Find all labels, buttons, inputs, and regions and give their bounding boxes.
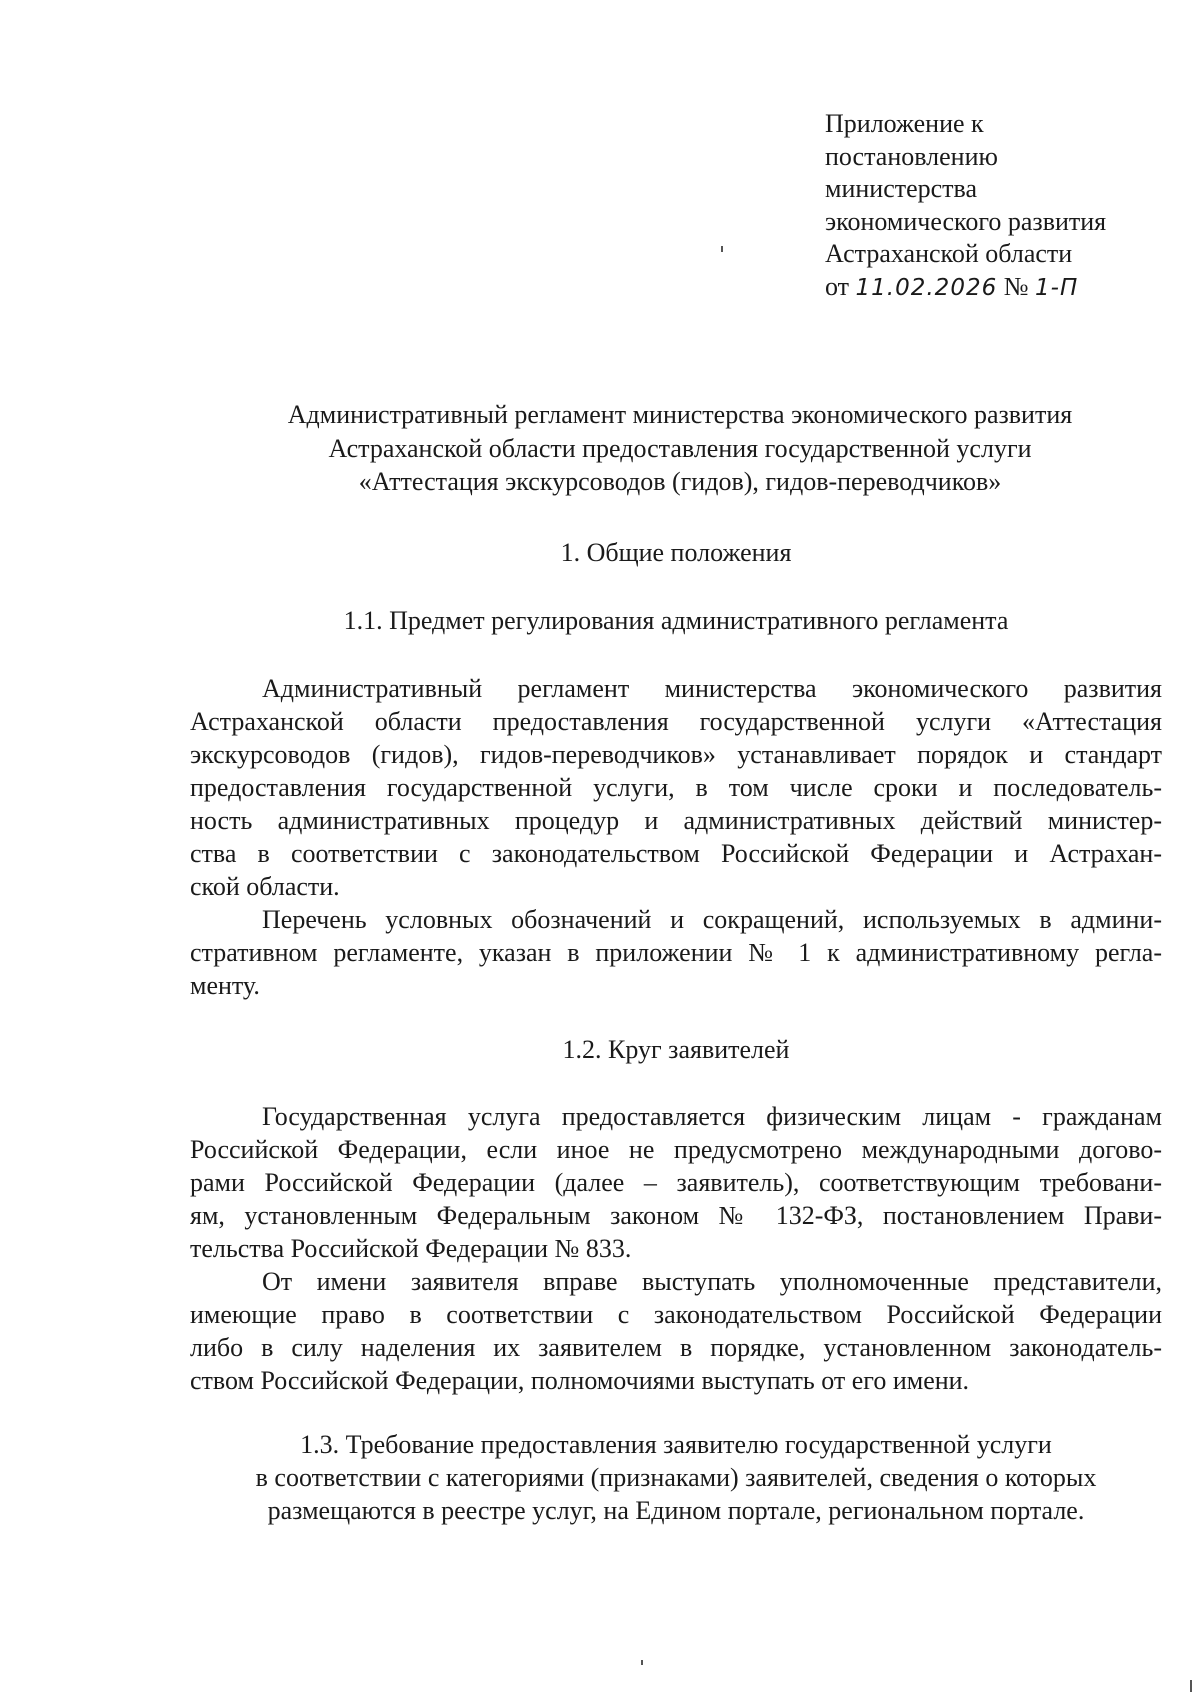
paragraph-line: Перечень условных обозначений и сокращений, используемых в админи- [262, 905, 1162, 934]
scan-speck [721, 246, 723, 252]
paragraph-line: Астраханской области предоставления государственной услуги «Аттестация [190, 707, 1162, 736]
section-heading-1-1 [190, 604, 1162, 637]
paragraph-line: либо в силу наделения их заявителем в порядке, установленном законодатель- [190, 1333, 1162, 1362]
paragraph-line: предоставления государственной услуги, в том числе сроки и последователь- [190, 773, 1162, 802]
heading-text: 1. Общие положения [560, 538, 792, 567]
annex-header [825, 108, 1185, 304]
paragraph-1-1-a [190, 672, 1162, 903]
heading-text: в соответствии с категориями (признаками) заявителей, сведения о которых [255, 1463, 1097, 1492]
paragraph-line: ства в соответствии с законодательством Российской Федерации и Астрахан- [190, 839, 1162, 868]
paragraph-line: рами Российской Федерации (далее – заявитель), соответствующим требовани- [190, 1168, 1162, 1197]
paragraph-line: ность административных процедур и административных действий министер- [190, 806, 1162, 835]
scan-speck [641, 1660, 643, 1665]
heading-text: размещаются в реестре услуг, на Едином портале, региональном портале. [267, 1496, 1085, 1525]
paragraph-line: имеющие право в соответствии с законодательством Российской Федерации [190, 1300, 1162, 1329]
heading-text: 1.2. Круг заявителей [562, 1035, 790, 1064]
number-sign: № [1003, 271, 1029, 301]
paragraph-line: ской области. [190, 872, 340, 901]
paragraph-line: От имени заявителя вправе выступать уполномоченные представители, [262, 1267, 1162, 1296]
paragraph-1-2-b [190, 1265, 1162, 1397]
paragraph-line: менту. [190, 971, 260, 1000]
heading-text: 1.3. Требование предоставления заявителю государственной услуги [300, 1430, 1052, 1459]
annex-line: министерства [825, 174, 978, 203]
paragraph-line: Административный регламент министерства экономического развития [262, 674, 1162, 703]
document-title [150, 398, 1200, 499]
paragraph-line: тельства Российской Федерации № 833. [190, 1234, 632, 1263]
heading-text: 1.1. Предмет регулирования административного регламента [343, 606, 1009, 635]
date-prefix: от [825, 271, 850, 301]
paragraph-1-2-a [190, 1100, 1162, 1265]
handwritten-date: 11.02.2026 [855, 274, 998, 301]
paragraph-line: стративном регламенте, указан в приложении № 1 к административному регла- [190, 938, 1162, 967]
handwritten-number: 1-П [1035, 274, 1079, 301]
paragraph-line: Российской Федерации, если иное не предусмотрено международными догово- [190, 1135, 1162, 1164]
paragraph-line: экскурсоводов (гидов), гидов-переводчиков» устанавливает порядок и стандарт [190, 740, 1162, 769]
title-line: Астраханской области предоставления государственной услуги [328, 433, 1032, 463]
annex-line: экономического развития [825, 206, 1107, 236]
section-heading-1-3 [190, 1428, 1162, 1527]
paragraph-line: Государственная услуга предоставляется физическим лицам - гражданам [262, 1102, 1162, 1131]
paragraph-1-1-b [190, 903, 1162, 1002]
title-line: «Аттестация экскурсоводов (гидов), гидов-переводчиков» [358, 467, 1002, 496]
annex-line: постановлению [825, 141, 998, 171]
section-heading-1-2 [190, 1033, 1162, 1066]
paragraph-line: ством Российской Федерации, полномочиями выступать от его имени. [190, 1366, 970, 1395]
annex-date-line [825, 271, 1185, 305]
annex-line: Астраханской области [825, 239, 1073, 268]
scan-speck [1190, 1680, 1192, 1692]
title-line: Административный регламент министерства экономического развития [287, 400, 1073, 429]
section-heading-1 [190, 536, 1162, 569]
annex-line: Приложение к [825, 109, 984, 138]
paragraph-line: ям, установленным Федеральным законом № 132-ФЗ, постановлением Прави- [190, 1201, 1162, 1230]
